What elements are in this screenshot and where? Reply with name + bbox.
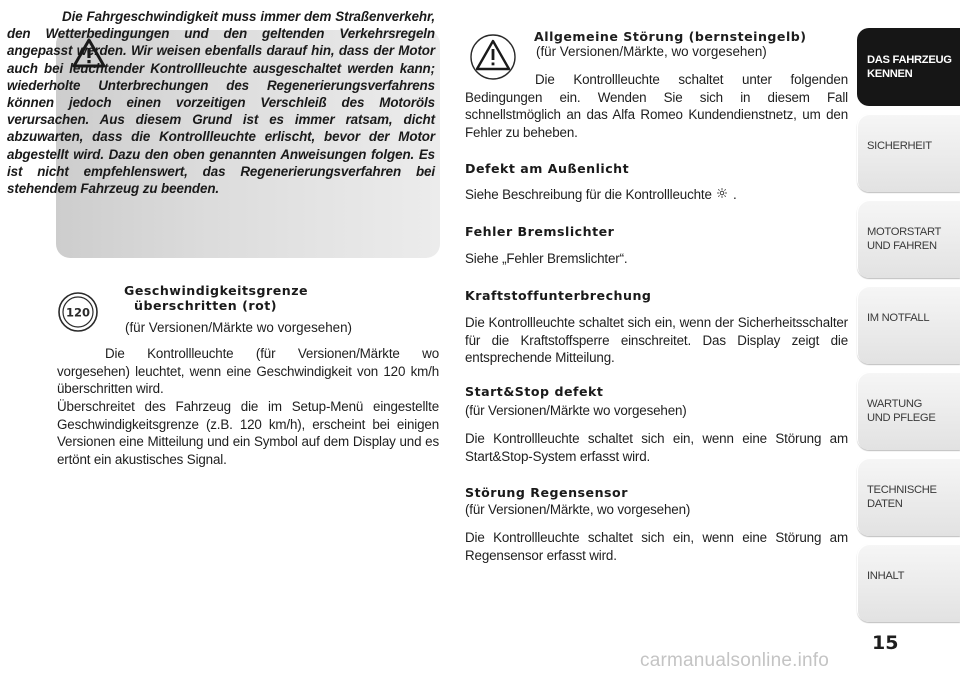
tab-label: TECHNISCHE DATEN <box>867 484 937 510</box>
speed-limit-title <box>124 284 424 313</box>
speed-limit-body-2: Überschreitet des Fahrzeug die im Setup-Menü eingestellte Geschwindigkeitsgrenze (z.B. 120 km/h), erscheint bei einigen Versionen eine Mitteilung und ein Symbol auf dem Display und es ertönt ein akustisches Signal. <box>57 399 439 467</box>
speed-limit-title-line1: Geschwindigkeitsgrenze <box>124 283 309 298</box>
fuel-cutoff-title: Kraftstoffunterbrechung <box>465 288 652 303</box>
tab-label: DAS FAHRZEUG KENNEN <box>867 54 952 80</box>
tab-das-fahrzeug-kennen[interactable] <box>857 28 960 106</box>
tab-technische-daten[interactable] <box>857 458 960 536</box>
rain-sensor-body: Die Kontrollleuchte schaltet sich ein, wenn eine Störung am Regensensor erfasst wird. <box>465 530 848 563</box>
brake-lights-title: Fehler Bremslichter <box>465 224 615 239</box>
start-stop-body: Die Kontrollleuchte schaltet sich ein, wenn eine Störung am Start&Stop-System erfasst wird. <box>465 431 848 464</box>
speed-limit-title-line2: überschritten (rot) <box>134 297 278 313</box>
tab-label: MOTORSTART UND FAHREN <box>867 226 942 252</box>
tab-wartung-und-pflege[interactable] <box>857 372 960 450</box>
tab-label: SICHERHEIT <box>867 140 932 152</box>
tab-label: INHALT <box>867 570 905 582</box>
speed-limit-body: Die Kontrollleuchte (für Versionen/Märkte wo vorgesehen) leuchtet, wenn eine Geschwindigkeit von 120 km/h überschritten wird. <box>57 346 439 396</box>
exterior-light-sun-icon <box>717 188 727 198</box>
tab-motorstart-und-fahren[interactable] <box>857 200 960 278</box>
tab-inhalt[interactable] <box>857 544 960 622</box>
watermark: carmanualsonline.info <box>640 650 830 671</box>
brake-lights-body: Siehe „Fehler Bremslichter“. <box>465 251 628 266</box>
tab-label: IM NOTFALL <box>867 312 930 324</box>
exterior-light-title: Defekt am Außenlicht <box>465 161 630 176</box>
start-stop-title: Start&Stop defekt <box>465 384 604 399</box>
exterior-light-body-text: Siehe Beschreibung für die Kontrollleuchte <box>465 187 712 202</box>
fuel-cutoff-body: Die Kontrollleuchte schaltet sich ein, wenn der Sicherheitsschalter für die Kraftstoffsperre einschreitet. Das Display zeigt die entsprechende Mitteilung. <box>465 315 848 365</box>
general-fault-subtitle: (für Versionen/Märkte, wo vorgesehen) <box>536 44 767 59</box>
speed-limit-subtitle: (für Versionen/Märkte wo vorgesehen) <box>125 320 353 335</box>
general-fault-title: Allgemeine Störung (bernsteingelb) <box>534 29 807 44</box>
start-stop-subtitle: (für Versionen/Märkte wo vorgesehen) <box>465 403 687 418</box>
speed-limit-120-icon <box>57 291 99 333</box>
page-number: 15 <box>872 632 899 654</box>
exterior-light-body-end: . <box>732 187 737 202</box>
general-fault-body: Die Kontrollleuchte schaltet unter folgenden Bedingungen ein. Wenden Sie sich in diesem Fall schnellstmöglich an das Alfa Romeo Kundendienstnetz, um den Fehler zu beheben. <box>465 72 848 140</box>
tab-im-notfall[interactable] <box>857 286 960 364</box>
tab-sicherheit[interactable] <box>857 114 960 192</box>
rain-sensor-subtitle: (für Versionen/Märkte, wo vorgesehen) <box>465 502 691 517</box>
warning-text: Die Fahrgeschwindigkeit muss immer dem Straßenverkehr, den Wetterbedingungen und den geltenden Verkehrsregeln angepasst werden. Wir weisen ebenfalls darauf hin, dass der Motor auch bei leuchtender Kontrollleuchte ausgeschaltet werden kann; wiederholte Unterbrechungen des Regenerierungsverfahrens können jedoch einen vorzeitigen Verschleiß des Motoröls verursachen. Aus diesem Grund ist es immer ratsam, dicht abzuwarten, dass die Kontrollleuchte erlischt, bevor der Motor abgestellt wird. Dazu den oben genannten Anweisungen folgen. Es ist nicht empfehlenswert, das Regenerierungsverfahren bei stehendem Fahrzeug zu beenden. <box>7 9 435 197</box>
tab-label: WARTUNG UND PFLEGE <box>867 398 936 424</box>
warning-text-wrap <box>7 8 435 197</box>
exterior-light-body <box>465 186 848 204</box>
rain-sensor-title: Störung Regensensor <box>465 485 628 500</box>
speed-icon-label: 120 <box>65 305 91 320</box>
